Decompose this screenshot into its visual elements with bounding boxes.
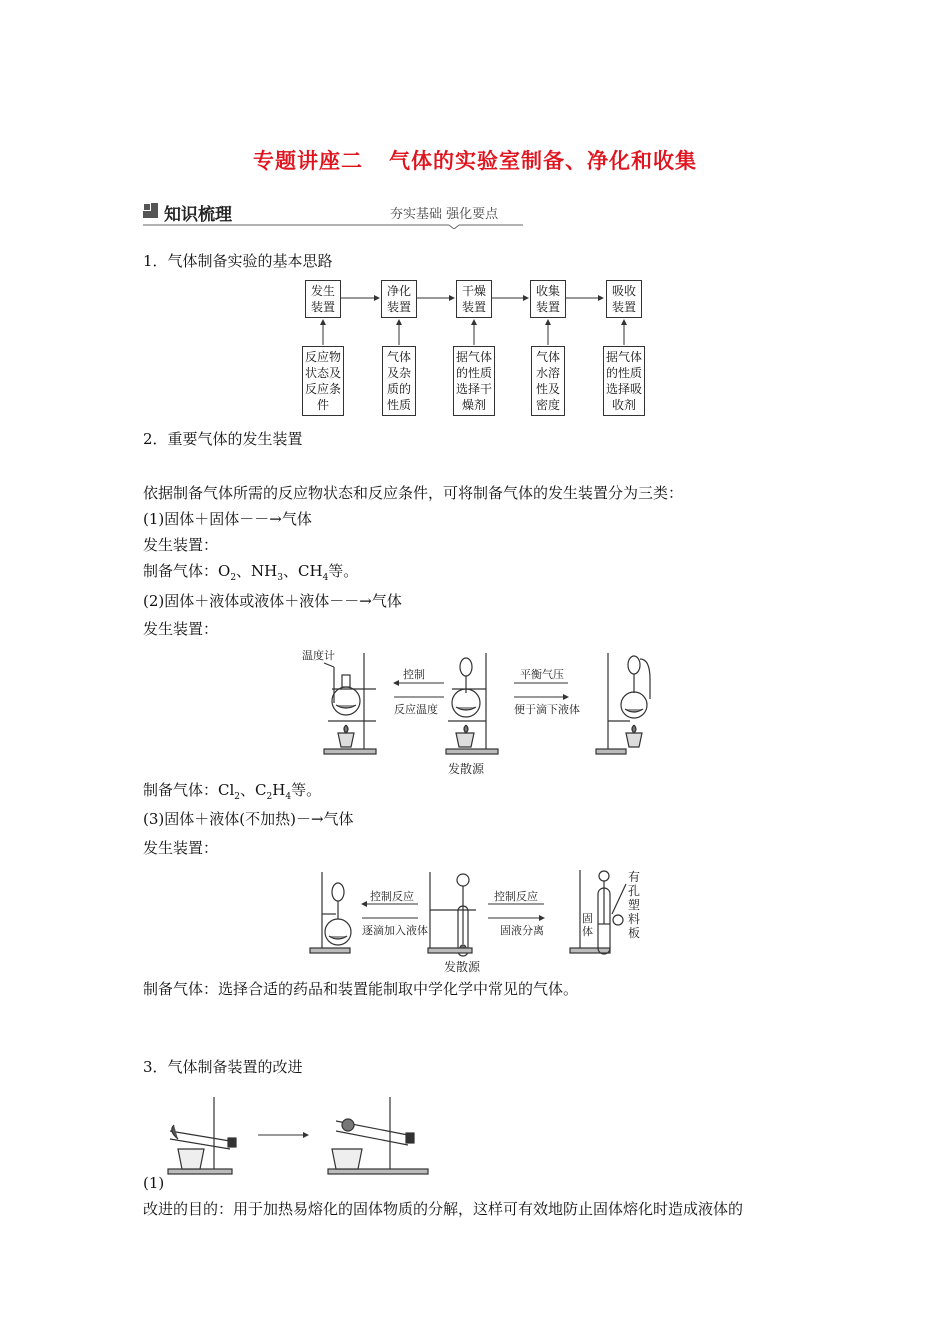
flow-note-generation: 反应物 状态及 反应条 件 (302, 346, 344, 416)
flow-box-absorption: 吸收 装置 (606, 280, 642, 318)
flow-note-absorption: 据气体 的性质 选择吸 收剂 (603, 346, 645, 416)
section2-intro: 依据制备气体所需的反应物状态和反应条件，可将制备气体的发生装置分为三类： (143, 484, 684, 502)
type2-gases: 制备气体：$Cl_2$、$C_2H_4$等。 (143, 781, 322, 802)
flow-note-collection: 气体 水溶 性及 密度 (531, 346, 565, 416)
section1-heading: 1．气体制备实验的基本思路 (143, 252, 333, 270)
banner-label: 知识梳理 (164, 205, 232, 225)
type1-label: (1)固体＋固体－－→气体 (143, 510, 312, 528)
fig3-arrow1-top: 控制反应 (370, 890, 414, 903)
section3-purpose: 改进的目的：用于加热易熔化的固体物质的分解，这样可有效地防止固体熔化时造成液体的 (143, 1200, 744, 1218)
type1-device-label: 发生装置： (143, 536, 219, 554)
page-title: 专题讲座二 气体的实验室制备、净化和收集 (253, 149, 697, 173)
fig3-arrow2-top: 控制反应 (494, 890, 538, 903)
thermometer-label: 温度计 (302, 649, 335, 662)
solid-label: 固体 (582, 912, 593, 938)
flow-box-drying: 干燥 装置 (456, 280, 492, 318)
fig2-arrow2-bottom: 便于滴下液体 (514, 703, 580, 716)
fig3-arrow2-bottom: 固液分离 (500, 924, 544, 937)
improvement-drawing (160, 1095, 430, 1177)
flow-note-purification: 气体 及杂 质的 性质 (382, 346, 416, 416)
type3-gases: 制备气体：选择合适的药品和装置能制取中学化学中常见的气体。 (143, 980, 579, 998)
fig2-arrow2-top: 平衡气压 (520, 668, 564, 681)
section3-item: (1) (143, 1174, 165, 1192)
flow-note-drying: 据气体 的性质 选择干 燥剂 (453, 346, 495, 416)
flow-diagram (290, 278, 660, 418)
fig3-arrow1-bottom: 逐滴加入液体 (362, 924, 428, 937)
type2-label: (2)固体＋液体或液体＋液体－－→气体 (143, 592, 402, 610)
type3-device-label: 发生装置： (143, 839, 219, 857)
banner-subtitle: 夯实基础 强化要点 (390, 207, 499, 222)
flow-box-generation: 发生 装置 (305, 280, 341, 318)
improvement-figure (160, 1095, 430, 1177)
plate-label: 有孔塑料板 (628, 870, 641, 940)
heated-apparatus-figure (296, 645, 656, 780)
fig2-arrow1-top: 控制 (403, 668, 425, 681)
type1-gases: 制备气体：$O_2$、$NH_3$、$CH_4$等。 (143, 562, 359, 583)
fig2-arrow1-bottom: 反应温度 (394, 703, 438, 716)
type2-device-label: 发生装置： (143, 620, 219, 638)
fig3-caption: 发散源 (444, 960, 481, 974)
section2-heading: 2．重要气体的发生装置 (143, 430, 303, 448)
type3-label: (3)固体＋液体(不加热)－→气体 (143, 810, 354, 828)
flow-box-purification: 净化 装置 (381, 280, 417, 318)
flow-box-collection: 收集 装置 (530, 280, 566, 318)
fig2-caption: 发散源 (448, 762, 485, 776)
unheated-apparatus-figure (300, 864, 660, 976)
section3-heading: 3．气体制备装置的改进 (143, 1058, 303, 1076)
